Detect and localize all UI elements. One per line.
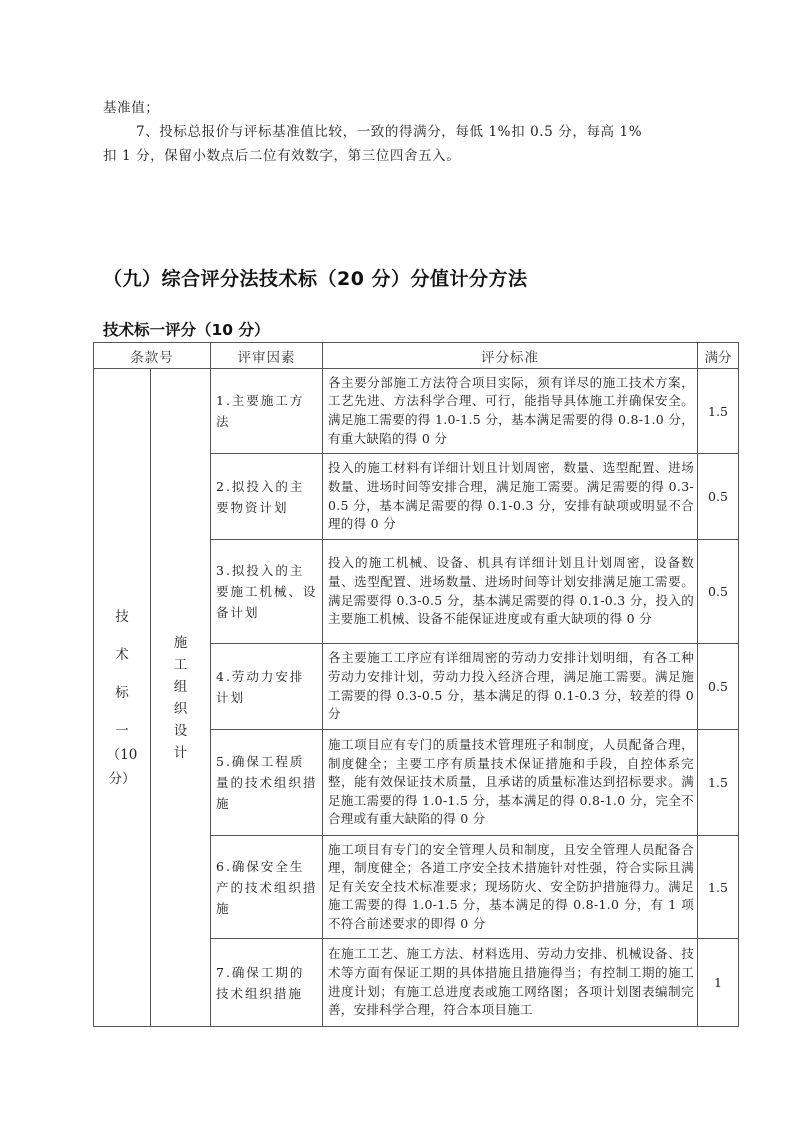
header-clause: 条款号 bbox=[94, 343, 211, 369]
subgroup-label-char: 组 bbox=[173, 678, 188, 695]
header-factor: 评审因素 bbox=[211, 343, 323, 369]
header-criteria: 评分标准 bbox=[323, 343, 698, 369]
subgroup-label-char: 工 bbox=[173, 656, 188, 673]
full-score-cell: 1.5 bbox=[698, 730, 739, 836]
group-label-line: 技 bbox=[115, 608, 129, 625]
subgroup-label-cell bbox=[151, 369, 211, 1027]
criteria-cell: 各主要施工工序应有详细周密的劳动力安排计划明细，有各工种劳动力安排计划，劳动力投入经济合理，满足施工需要。满足施工需要的得 0.3-0.5 分，基本满足的得 0.1-0.3 分，较差的得 0 分 bbox=[323, 644, 698, 730]
criteria-cell: 施工项目有专门的安全管理人员和制度，且安全管理人员配备合理，制度健全；各道工序安全技术措施针对性强，符合实际且满足有关安全技术标准要求；现场防火、安全防护措施得力。满足施工需要的得 1.0-1.5 分，基本满足的得 0.8-1.0 分，有 1 项不符合前述要求的即得 0 分 bbox=[323, 836, 698, 939]
subgroup-label-char: 施 bbox=[173, 634, 188, 651]
paragraph-benchmark: 基准值； bbox=[103, 100, 160, 116]
criteria-cell: 施工项目应有专门的质量技术管理班子和制度，人员配备合理，制度健全；主要工序有质量技术保证措施和手段，自控体系完整，能有效保证技术质量，且承诺的质量标准达到招标要求。满足施工需要的得 1.0-1.5 分，基本满足的得 0.8-1.0 分，完全不合理或有重大缺陷的得 0 分 bbox=[323, 730, 698, 836]
group-label-line: 标 bbox=[115, 684, 129, 701]
criteria-cell: 投入的施工材料有详细计划且计划周密，数量、选型配置、进场数量、进场时间等安排合理，满足施工需要。满足需要的得 0.3-0.5 分，基本满足需要的得 0.1-0.3 分，安排有缺项或明显不合理的得 0 分 bbox=[323, 454, 698, 540]
full-score-cell: 0.5 bbox=[698, 644, 739, 730]
table-row bbox=[94, 369, 739, 454]
table-title: 技术标一评分（10 分） bbox=[103, 321, 270, 339]
subgroup-label-char: 计 bbox=[173, 744, 188, 761]
group-label-line: 一 bbox=[115, 722, 129, 739]
paragraph-rule-7-cont: 扣 1 分，保留小数点后二位有效数字，第三位四舍五入。 bbox=[103, 148, 461, 164]
criteria-cell: 各主要分部施工方法符合项目实际，须有详尽的施工技术方案，工艺先进、方法科学合理、可行，能指导具体施工并确保安全。满足施工需要的得 1.0-1.5 分，基本满足需要的得 0.8-1.0 分，有重大缺陷的得 0 分 bbox=[323, 369, 698, 454]
factor-cell: 7.确保工期的技术组织措施 bbox=[211, 939, 323, 1027]
factor-cell: 2.拟投入的主要物资计划 bbox=[211, 454, 323, 540]
full-score-cell: 0.5 bbox=[698, 454, 739, 540]
group-label-line: （10 bbox=[106, 746, 138, 763]
criteria-cell: 在施工工艺、施工方法、材料选用、劳动力安排、机械设备、技术等方面有保证工期的具体措施且措施得当；有控制工期的施工进度计划；有施工总进度表或施工网络图；各项计划图表编制完善，安排科学合理，符合本项目施工 bbox=[323, 939, 698, 1027]
scoring-table bbox=[93, 342, 739, 1027]
factor-cell: 3.拟投入的主要施工机械、设备计划 bbox=[211, 540, 323, 644]
factor-cell: 5.确保工程质量的技术组织措施 bbox=[211, 730, 323, 836]
group-label-line: 术 bbox=[115, 646, 129, 663]
full-score-cell: 1 bbox=[698, 939, 739, 1027]
table-header-row bbox=[94, 343, 739, 369]
factor-cell: 6.确保安全生产的技术组织措施 bbox=[211, 836, 323, 939]
header-full-score: 满分 bbox=[698, 343, 739, 369]
subgroup-label-char: 设 bbox=[173, 722, 188, 739]
paragraph-rule-7: 7、投标总报价与评标基准值比较，一致的得满分，每低 1%扣 0.5 分，每高 1% bbox=[136, 124, 643, 140]
full-score-cell: 1.5 bbox=[698, 836, 739, 939]
section-title: （九）综合评分法技术标（20 分）分值计分方法 bbox=[103, 268, 528, 290]
factor-cell: 4.劳动力安排计划 bbox=[211, 644, 323, 730]
full-score-cell: 0.5 bbox=[698, 540, 739, 644]
group-label-line: 分） bbox=[108, 770, 136, 787]
factor-cell: 1.主要施工方法 bbox=[211, 369, 323, 454]
group-label-cell bbox=[94, 369, 151, 1027]
full-score-cell: 1.5 bbox=[698, 369, 739, 454]
criteria-cell: 投入的施工机械、设备、机具有详细计划且计划周密，设备数量、选型配置、进场数量、进场时间等计划安排满足施工需要。满足需要得 0.3-0.5 分，基本满足需要的得 0.1-0.3 分，投入的主要施工机械、设备不能保证进度或有重大缺项的得 0 分 bbox=[323, 540, 698, 644]
subgroup-label-char: 织 bbox=[173, 700, 188, 717]
